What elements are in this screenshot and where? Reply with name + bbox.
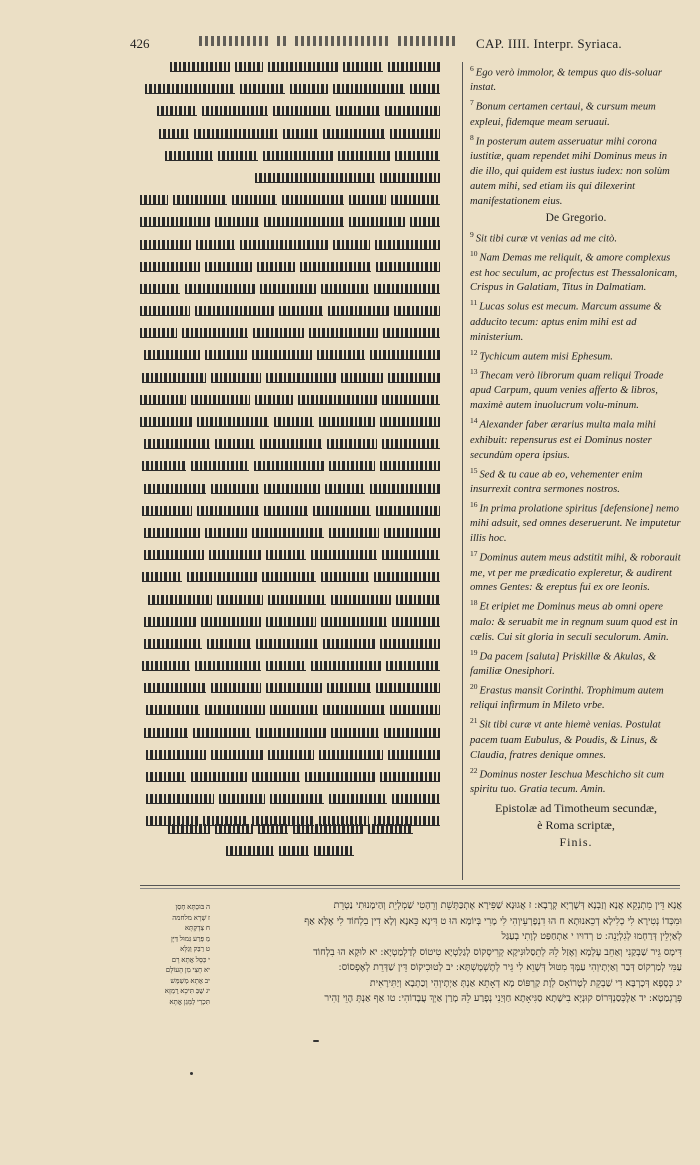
verse-text: Nam Demas me reliquit, & amore complexus est hoc seculum, ac profectus est Thessalonicam, Crispus in Galatiam, Titus in Dalmatiam. (470, 252, 678, 294)
latin-verse (470, 247, 682, 296)
hebrew-side-note: ה בּוּכְתָּא חְסַן (175, 903, 210, 911)
latin-verse (470, 365, 682, 414)
hebrew-line: לְאַיְלֵין דְּרַחְמוּ לְגִלְיָנֵה ׃ ט רְדוּיו י אַתְחַפַּט לְוָתִי בְעַגַּל (501, 931, 682, 942)
syriac-text-line (140, 171, 440, 183)
page-number: 426 (130, 36, 150, 51)
latin-verse (470, 131, 682, 210)
syriac-text-line (140, 326, 440, 338)
syriac-text-line (140, 127, 440, 139)
verse-number: 9 (470, 229, 474, 239)
ink-speck (190, 1072, 193, 1075)
syriac-text-line (140, 570, 440, 582)
syriac-text-line (140, 282, 440, 294)
verse-number: 13 (470, 367, 478, 377)
colophon-line: è Roma scriptæ, (537, 818, 615, 832)
verse-text: Sed & tu caue ab eo, vehementer enim insurrexit contra sermones nostros. (470, 469, 643, 495)
hebrew-side-note: יא חָצִי מִן הָעוֹלָם (165, 966, 210, 974)
latin-running-head: CAP. IIII. Interpr. Syriaca. (476, 36, 622, 51)
syriac-text-line (140, 215, 440, 227)
hebrew-line: פְּרָגְמַטָא ׃ יד אַלֶכְּסַנְדְּרוֹס קוּנְיָא בִישָׁתָא סַגִּיאָתָא חַוְּיַנִי נְפָרַע לֵהּ מָרַן אַיְךְ עֲבָדוֹהִי ׃ טו אַף אַנְתְּ הֶוֵי זָהִיר (324, 993, 682, 1004)
footer-rule (140, 888, 680, 889)
hebrew-side-note: ח צְדָקְתָּא (184, 924, 210, 932)
syriac-text-line (140, 437, 440, 449)
verse-number: 14 (470, 416, 478, 426)
syriac-text-line (140, 415, 440, 427)
latin-verse (470, 228, 682, 247)
syriac-text-line (140, 104, 440, 116)
syriac-text-column (140, 60, 440, 837)
verse-number: 11 (470, 298, 478, 308)
verse-number: 18 (470, 598, 478, 608)
syriac-text-line (140, 60, 440, 72)
syriac-text-line (140, 526, 440, 538)
verse-text: Sit tibi curæ vt ante hiemè venias. Postulat pacem tuam Eubulus, & Poudis, & Linus, & Claudia, fratres denique omnes. (470, 719, 661, 761)
latin-verse (470, 646, 682, 680)
verse-number: 12 (470, 347, 478, 357)
verse-number: 6 (470, 64, 474, 73)
latin-subheading: De Gregorio. (545, 211, 607, 224)
latin-verse (470, 596, 682, 645)
verse-text: Bonum certamen certaui, & cursum meum expleui, fidemque meam seruaui. (470, 101, 656, 128)
syriac-text-line (140, 726, 440, 738)
latin-verse (470, 96, 682, 130)
verse-number: 10 (470, 249, 478, 259)
syriac-text-line (140, 348, 440, 360)
latin-verse (470, 680, 682, 714)
hebrew-line: וּמִכְּדוֹ נְטִירָא לִי כְלִילָא דְכֵאנוּתָא ח הוּ דִנְפָרְעֵיוְהִי לִי מָרִי בְּיוֹמָא הוּ ט דִּינָא כֵּאנָא וְלָא דִין בִלְחוֹד לִי אֶלָּא אַף (304, 915, 682, 927)
footer-rule (140, 885, 680, 886)
verse-text: Dominus noster Ieschua Meschicho sit cum spiritu tuo. Gratia tecum. Amin. (470, 769, 664, 795)
hebrew-line: יג כְּסְפָא דְּכָרְבָּא דִי שַׁבְקֵת לְטָרוֹאָס לְוָת קַרְפּוֹס מָא דְאָתֵא אַנְתְּ אַיְתָיוְהִי וְכַתְבָא וְיַתִּירָאִית (369, 977, 682, 989)
latin-text-column (470, 62, 682, 798)
verse-number: 20 (470, 681, 478, 691)
syriac-text-line (140, 548, 440, 560)
syriac-text-line (140, 149, 440, 161)
ink-speck (313, 1040, 319, 1042)
verse-number: 8 (470, 132, 474, 142)
syriac-text-line (140, 482, 440, 494)
syriac-text-line (140, 637, 440, 649)
syriac-text-line (140, 792, 440, 804)
syriac-colophon (160, 822, 420, 866)
verse-text: Tychicum autem misi Ephesum. (479, 351, 613, 363)
latin-verse (470, 346, 682, 365)
hebrew-line: דִּימָס גֵּיר שַׁבְקַנִי וְאַחֵב עָלְמָא וְאֶזַל לֵהּ לְתֵסַלוּנִיקָא קְרִיסְקוֹס לְגַלַטְיָא טִיטוֹס לְדַלְמַטְיָא ׃ יא לוּקָא הוּ בִלְחוֹד (313, 946, 682, 958)
latin-verse (470, 62, 682, 96)
hebrew-line: עַמִּי לְמַרְקוֹס דְּבַר וְאַיְתָיוְהִי עַמָּךְ מִטּוּל דְּשָׁוֵא לִי גֵּיר לְתֶשְׁמֶשְׁתָּא ׃ יב לְטוּכִיקוֹס דֵּין שַׁדְּרֵת לְאֶפְסוֹס ׃ (338, 962, 682, 973)
verse-text: In posterum autem asseruatur mihi corona iustitiæ, quam rependet mihi Dominus meus in die illo, qui quidem est iustus iudex: non solùm autem mihi, sed etiam iis qui dilexerint manifestationem eius. (470, 136, 670, 207)
hebrew-side-note: מַ פְּרַע גִּמוּל דַּיָּן (171, 934, 210, 943)
syriac-text-line (140, 82, 440, 94)
verse-text: Alexander faber ærarius multa mala mihi exhibuit: repensurus est ei Dominus noster secundùm opera ipsius. (470, 419, 656, 461)
hebrew-side-note: יב אֶתָא מְשַׁמֵּשׁ (170, 976, 210, 985)
verse-text: Dominus autem meus adstitit mihi, & roborauit me, vt per me prædicatio expleretur, & audirent omnes Gentes: & ereptus fui ex ore leonis. (470, 552, 681, 594)
syriac-text-line (140, 681, 440, 693)
syriac-text-line (140, 260, 440, 272)
syriac-text-line (140, 504, 440, 516)
hebrew-side-note: יג שֶׁבַּ תִּיכָא רֶמְזָא (164, 987, 210, 995)
latin-verse (470, 498, 682, 547)
syriac-text-line (140, 748, 440, 760)
verse-number: 16 (470, 499, 478, 509)
latin-verse (470, 414, 682, 463)
verse-text: In prima prolatione spiritus [defensione] nemo mihi adsuit, sed omnes deseruerunt. Ne imputetur illis hoc. (470, 503, 681, 545)
verse-text: Da pacem [saluta] Priskillæ & Akulas, & familiæ Onesiphori. (470, 651, 657, 678)
hebrew-translation (152, 898, 682, 1007)
latin-verse (470, 714, 682, 763)
verse-text: Lucas solus est mecum. Marcum assume & adducito tecum: aptus enim mihi est ad ministerium. (470, 301, 662, 343)
syriac-text-line (140, 393, 440, 405)
hebrew-side-note: תִּכְרֵי לְמָּגֵן אֱתָא (169, 997, 210, 1006)
verse-number: 15 (470, 465, 478, 475)
verse-text: Et eripiet me Dominus meus ab omni opere malo: & seruabit me in regnum suum quod est in cælis. Cui sit gloria in seculi seculorum. Amin. (470, 601, 678, 643)
colophon-line: Finis. (559, 835, 593, 849)
syriac-text-line (140, 593, 440, 605)
hebrew-side-note: י כֵּסָּל אֲתָא רָם (171, 955, 210, 964)
syriac-text-line (140, 459, 440, 471)
latin-verse (470, 547, 682, 596)
latin-verse (470, 764, 682, 798)
latin-verse (470, 296, 682, 345)
syriac-text-line (140, 615, 440, 627)
syriac-text-line (140, 193, 440, 205)
colophon-line: Epistolæ ad Timotheum secundæ, (494, 801, 657, 815)
syriac-running-head (178, 36, 458, 50)
verse-text: Erastus mansit Corinthi. Trophimum autem reliqui infirmum in Mileto vrbe. (470, 685, 664, 712)
verse-number: 21 (470, 716, 478, 726)
verse-number: 22 (470, 765, 478, 775)
verse-text: Thecam verò librorum quam reliqui Troade apud Carpum, quum venies afferto & libros, maximè autem inuolucrum volu-minum. (470, 370, 664, 412)
hebrew-side-note: ז שְׁרָא מלחמה (172, 913, 210, 922)
syriac-text-line (140, 371, 440, 383)
verse-text: Ego verò immolor, & tempus quo dis-soluar instat. (470, 67, 663, 94)
verse-number: 17 (470, 549, 478, 559)
latin-colophon (470, 800, 682, 851)
hebrew-side-notes (140, 902, 210, 1007)
verse-text: Sit tibi curæ vt venias ad me citò. (475, 233, 617, 245)
syriac-text-line (140, 659, 440, 671)
syriac-text-line (140, 304, 440, 316)
latin-verse (470, 464, 682, 498)
syriac-text-line (140, 703, 440, 715)
syriac-text-line (140, 238, 440, 250)
syriac-text-line (140, 770, 440, 782)
hebrew-side-note: ט רַבַּק וְגַלָּא (180, 945, 210, 953)
column-divider (462, 62, 463, 880)
hebrew-line: אֲנָא דֵּין מֵתְנְקֵא אֲנָא וְזַבְנָא דְּשֶׁרְיָא קְרֶבָא ׃ ז אֲגוּנָא שַׁפִּירָא אֶתְכַּתְּשֵׁת וְרֵהָטִי שַׁמְלְיֵת וְהַימָנוּתִי נַטְרֵת (333, 900, 682, 911)
verse-number: 7 (470, 98, 474, 108)
verse-number: 19 (470, 647, 478, 657)
